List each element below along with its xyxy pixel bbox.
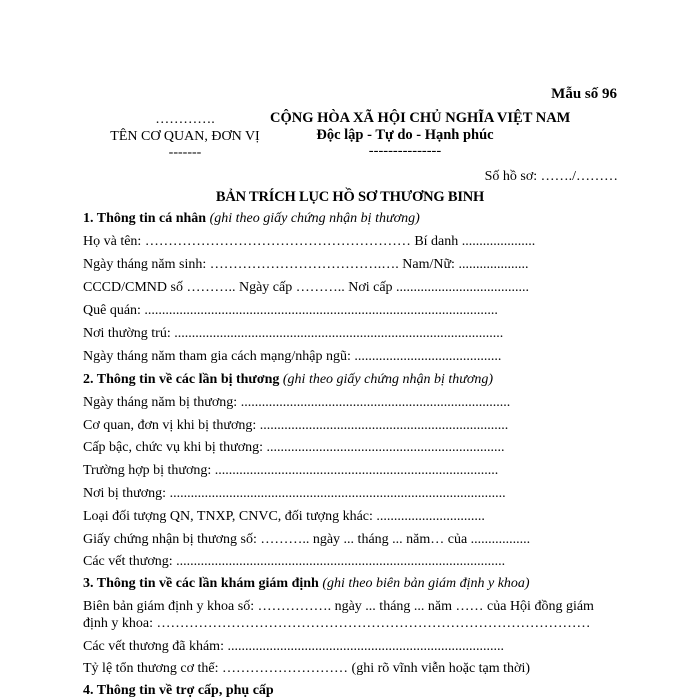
field-wounds: Các vết thương: .............................................................................................. <box>83 554 506 569</box>
section-1-note: (ghi theo giấy chứng nhận bị thương) <box>209 211 420 226</box>
field-injury-unit: Cơ quan, đơn vị khi bị thương: ....................................................................... <box>83 418 509 433</box>
section-3-note: (ghi theo biên bản giám định y khoa) <box>322 576 530 591</box>
field-id-card: CCCD/CMND số ……….. Ngày cấp ……….. Nơi cấp ...................................... <box>83 280 530 295</box>
document-title: BẢN TRÍCH LỤC HỒ SƠ THƯƠNG BINH <box>215 189 485 205</box>
field-residence: Nơi thường trú: .............................................................................................. <box>83 326 504 341</box>
section-4-title: 4. Thông tin về trợ cấp, phụ cấp <box>83 683 274 698</box>
section-2-heading <box>83 371 493 389</box>
section-1-title: 1. Thông tin cá nhân <box>83 211 207 226</box>
section-2-note: (ghi theo giấy chứng nhận bị thương) <box>282 372 494 387</box>
field-injury-place: Nơi bị thương: ................................................................................................ <box>83 486 506 501</box>
agency-dots: …………. <box>155 112 215 127</box>
field-injury-rate: Tỷ lệ tổn thương cơ thể: ……………………… (ghi rõ vĩnh viễn hoặc tạm thời) <box>83 661 531 676</box>
motto-divider: --------------- <box>368 143 442 159</box>
field-examined-wounds: Các vết thương đã khám: ............................................................................... <box>83 639 504 654</box>
field-hometown: Quê quán: ..................................................................................................... <box>83 303 498 318</box>
field-join-date: Ngày tháng năm tham gia cách mạng/nhập ngũ: .......................................... <box>83 349 502 364</box>
section-2-title: 2. Thông tin về các lần bị thương <box>83 372 280 387</box>
agency-name: TÊN CƠ QUAN, ĐƠN VỊ <box>110 129 260 144</box>
field-injury-case: Trường hợp bị thương: ................................................................................. <box>83 463 499 478</box>
field-injury-date: Ngày tháng năm bị thương: ............................................................................. <box>83 395 511 410</box>
country-name: CỘNG HÒA XÃ HỘI CHỦ NGHĨA VIỆT NAM <box>270 110 571 126</box>
form-number: Mẫu số 96 <box>551 86 617 102</box>
field-rank: Cấp bậc, chức vụ khi bị thương: .................................................................... <box>83 440 505 455</box>
field-full-name: Họ và tên: ………………………………………………… Bí danh ..................... <box>83 234 536 249</box>
field-subject-type: Loại đối tượng QN, TNXP, CNVC, đối tượng khác: ............................... <box>83 509 485 524</box>
agency-divider: ------- <box>168 145 202 160</box>
field-exam-record-cont: định y khoa: ………………………………………………………………………………… <box>83 616 591 631</box>
field-certificate: Giấy chứng nhận bị thương số: ……….. ngày ... tháng ... năm… của ................. <box>83 532 531 547</box>
file-number: Số hồ sơ: ……./……… <box>484 169 618 184</box>
section-1-heading <box>83 210 420 228</box>
section-3-heading <box>83 575 530 593</box>
motto: Độc lập - Tự do - Hạnh phúc <box>316 127 494 143</box>
field-exam-record: Biên bản giám định y khoa số: ……………. ngày ... tháng ... năm …… của Hội đồng giám <box>83 599 594 614</box>
section-3-title: 3. Thông tin về các lần khám giám định <box>83 576 319 591</box>
section-4-heading <box>83 682 274 700</box>
field-date-of-birth: Ngày tháng năm sinh: ……………………………….…. Nam/Nữ: .................... <box>83 257 529 272</box>
